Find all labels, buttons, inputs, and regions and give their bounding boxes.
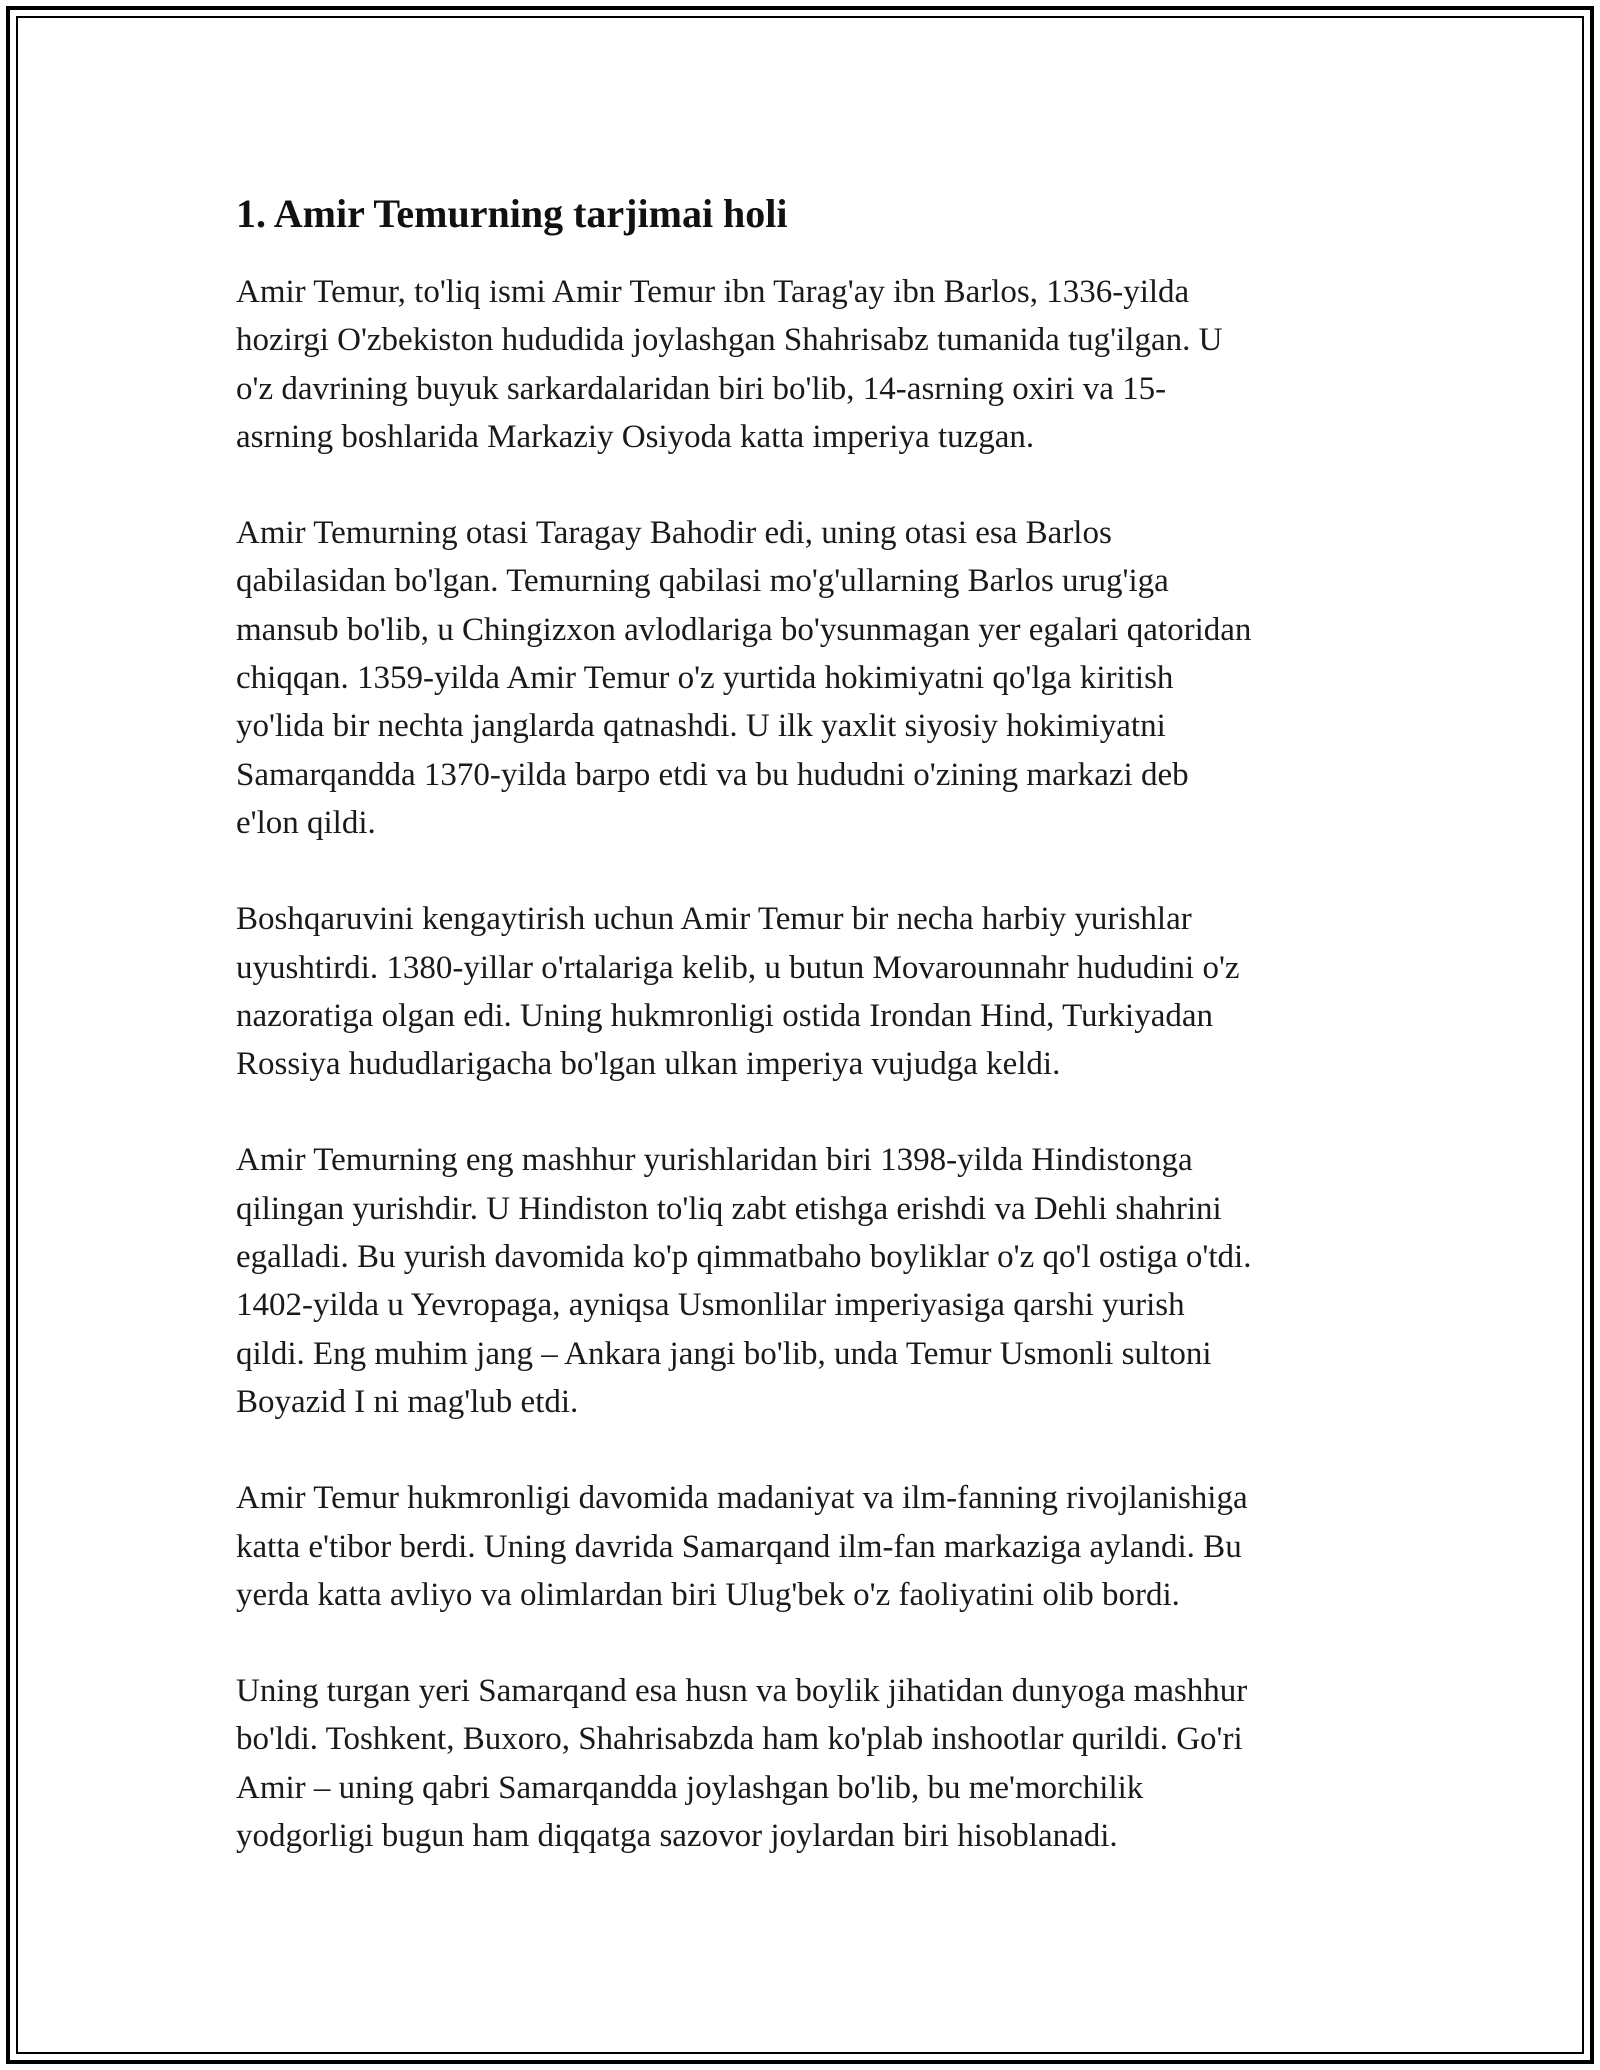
paragraph bbox=[236, 268, 1376, 461]
paragraph bbox=[236, 1474, 1376, 1619]
paragraph-line: uyushtirdi. 1380-yillar o'rtalariga kelib, u butun Movarounnahr hududini o'z bbox=[236, 949, 1240, 986]
paragraph bbox=[236, 1136, 1376, 1426]
paragraph-line: katta e'tibor berdi. Uning davrida Samarqand ilm-fan markaziga aylandi. Bu bbox=[236, 1528, 1242, 1565]
paragraph-line: Amir – uning qabri Samarqandda joylashgan bo'lib, bu me'morchilik bbox=[236, 1769, 1144, 1806]
paragraph-line: mansub bo'lib, u Chingizxon avlodlariga bo'ysunmagan yer egalari qatoridan bbox=[236, 611, 1252, 648]
paragraph-line: yerda katta avliyo va olimlardan biri Ulug'bek o'z faoliyatini olib bordi. bbox=[236, 1576, 1180, 1613]
paragraph-line: yo'lida bir nechta janglarda qatnashdi. U ilk yaxlit siyosiy hokimiyatni bbox=[236, 708, 1166, 745]
paragraph-line: Uning turgan yeri Samarqand esa husn va boylik jihatidan dunyoga mashhur bbox=[236, 1673, 1248, 1710]
paragraph-list bbox=[236, 268, 1376, 1860]
paragraph bbox=[236, 1667, 1376, 1860]
paragraph-line: Samarqandda 1370-yilda barpo etdi va bu hududni o'zining markazi deb bbox=[236, 756, 1189, 793]
document-title: 1. Amir Temurning tarjimai holi bbox=[236, 191, 788, 236]
paragraph-line: Amir Temurning eng mashhur yurishlaridan biri 1398-yilda Hindistonga bbox=[236, 1142, 1193, 1179]
paragraph-line: qildi. Eng muhim jang – Ankara jangi bo'lib, unda Temur Usmonli sultoni bbox=[236, 1335, 1212, 1372]
paragraph-line: Boyazid I ni mag'lub etdi. bbox=[236, 1383, 579, 1420]
document-body bbox=[236, 188, 1376, 1908]
paragraph-line: nazoratiga olgan edi. Uning hukmronligi ostida Irondan Hind, Turkiyadan bbox=[236, 997, 1214, 1034]
paragraph-line: Boshqaruvini kengaytirish uchun Amir Temur bir necha harbiy yurishlar bbox=[236, 901, 1192, 938]
paragraph-line: Amir Temur hukmronligi davomida madaniyat va ilm-fanning rivojlanishiga bbox=[236, 1480, 1248, 1517]
paragraph bbox=[236, 895, 1376, 1088]
paragraph-line: Rossiya hududlarigacha bo'lgan ulkan imperiya vujudga keldi. bbox=[236, 1046, 1061, 1083]
paragraph-line: bo'ldi. Toshkent, Buxoro, Shahrisabzda ham ko'plab inshootlar qurildi. Go'ri bbox=[236, 1721, 1243, 1758]
paragraph-line: chiqqan. 1359-yilda Amir Temur o'z yurtida hokimiyatni qo'lga kiritish bbox=[236, 660, 1174, 697]
paragraph-line: qilingan yurishdir. U Hindiston to'liq zabt etishga erishdi va Dehli shahrini bbox=[236, 1190, 1222, 1227]
paragraph-line: asrning boshlarida Markaziy Osiyoda katta imperiya tuzgan. bbox=[236, 418, 1035, 455]
paragraph-line: Amir Temurning otasi Taragay Bahodir edi, uning otasi esa Barlos bbox=[236, 515, 1112, 552]
paragraph-line: qabilasidan bo'lgan. Temurning qabilasi mo'g'ullarning Barlos urug'iga bbox=[236, 563, 1169, 600]
paragraph-line: e'lon qildi. bbox=[236, 804, 376, 841]
paragraph-line: egalladi. Bu yurish davomida ko'p qimmatbaho boyliklar o'z qo'l ostiga o'tdi. bbox=[236, 1239, 1252, 1276]
paragraph-line: 1402-yilda u Yevropaga, ayniqsa Usmonlilar imperiyasiga qarshi yurish bbox=[236, 1287, 1185, 1324]
paragraph-line: Amir Temur, to'liq ismi Amir Temur ibn Tarag'ay ibn Barlos, 1336-yilda bbox=[236, 274, 1190, 310]
paragraph bbox=[236, 509, 1376, 847]
paragraph-line: hozirgi O'zbekiston hududida joylashgan Shahrisabz tumanida tug'ilgan. U bbox=[236, 322, 1223, 359]
paragraph-line: o'z davrining buyuk sarkardalaridan biri bo'lib, 14-asrning oxiri va 15- bbox=[236, 370, 1167, 407]
paragraph-line: yodgorligi bugun ham diqqatga sazovor joylardan biri hisoblanadi. bbox=[236, 1818, 1118, 1855]
